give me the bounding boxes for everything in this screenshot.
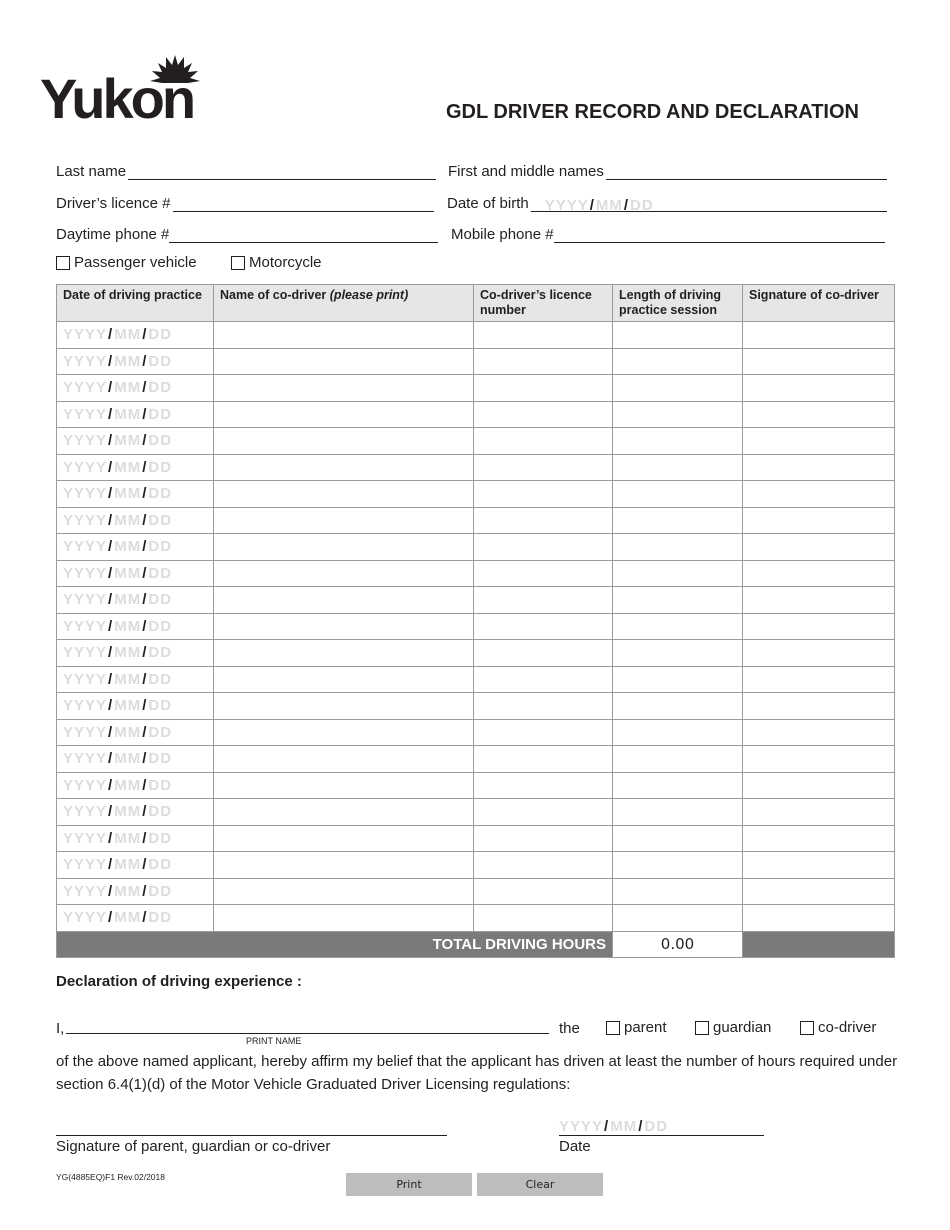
co-driver-name-cell[interactable] [214, 693, 474, 720]
session-length-cell[interactable] [613, 613, 743, 640]
yukon-logo [40, 55, 215, 130]
table-row [57, 719, 895, 746]
declaration-heading: Declaration of driving experience : [56, 973, 302, 990]
col-date-header: Date of driving practice [57, 285, 214, 322]
co-driver-name-cell[interactable] [214, 481, 474, 508]
first-middle-names-label: First and middle names [448, 163, 604, 180]
parent-checkbox[interactable] [606, 1021, 620, 1035]
print-button[interactable]: Print [346, 1173, 472, 1196]
table-row [57, 878, 895, 905]
co-driver-name-cell[interactable] [214, 454, 474, 481]
session-length-cell[interactable] [613, 560, 743, 587]
role-guardian-option[interactable] [695, 1019, 771, 1036]
session-length-cell[interactable] [613, 693, 743, 720]
col-licence-header: Co-driver’s licence number [474, 285, 613, 322]
table-row [57, 772, 895, 799]
co-driver-signature-cell[interactable] [743, 905, 895, 932]
co-driver-licence-cell[interactable] [474, 799, 613, 826]
table-row [57, 560, 895, 587]
declaration-i-label: I, [56, 1020, 65, 1037]
co-driver-label: co-driver [818, 1019, 877, 1036]
form-title: GDL DRIVER RECORD AND DECLARATION [446, 101, 859, 123]
practice-date-cell[interactable]: YYYY/MM/DD [57, 852, 214, 879]
date-of-birth-label: Date of birth [447, 195, 529, 212]
motorcycle-option[interactable] [231, 254, 322, 271]
co-driver-licence-cell[interactable] [474, 401, 613, 428]
licence-number-field[interactable] [56, 192, 434, 212]
col-co-driver-name-header: Name of co-driver (please print) [214, 285, 474, 322]
passenger-vehicle-label: Passenger vehicle [74, 254, 197, 271]
co-driver-name-cell[interactable] [214, 322, 474, 349]
session-length-cell[interactable] [613, 746, 743, 773]
co-driver-name-cell[interactable] [214, 905, 474, 932]
co-driver-name-cell[interactable] [214, 428, 474, 455]
co-driver-licence-cell[interactable] [474, 825, 613, 852]
co-driver-name-cell[interactable] [214, 560, 474, 587]
co-driver-signature-cell[interactable] [743, 799, 895, 826]
practice-date-cell[interactable]: YYYY/MM/DD [57, 587, 214, 614]
practice-date-cell[interactable]: YYYY/MM/DD [57, 825, 214, 852]
guardian-label: guardian [713, 1019, 772, 1036]
co-driver-licence-cell[interactable] [474, 905, 613, 932]
practice-date-cell[interactable]: YYYY/MM/DD [57, 348, 214, 375]
daytime-phone-field[interactable] [56, 223, 438, 243]
print-name-caption: PRINT NAME [246, 1036, 302, 1046]
daytime-phone-input[interactable] [169, 229, 438, 243]
date-placeholder: YYYY/MM/DD [559, 1118, 669, 1135]
co-driver-licence-cell[interactable] [474, 348, 613, 375]
co-driver-name-cell[interactable] [214, 534, 474, 561]
practice-date-cell[interactable]: YYYY/MM/DD [57, 507, 214, 534]
clear-button[interactable]: Clear [477, 1173, 603, 1196]
form-code: YG(4885EQ)F1 Rev.02/2018 [56, 1172, 165, 1182]
co-driver-licence-cell[interactable] [474, 640, 613, 667]
session-length-cell[interactable] [613, 375, 743, 402]
co-driver-signature-cell[interactable] [743, 852, 895, 879]
co-driver-licence-cell[interactable] [474, 746, 613, 773]
session-length-cell[interactable] [613, 534, 743, 561]
practice-date-cell[interactable]: YYYY/MM/DD [57, 746, 214, 773]
practice-date-cell[interactable]: YYYY/MM/DD [57, 428, 214, 455]
motorcycle-label: Motorcycle [249, 254, 322, 271]
practice-date-cell[interactable]: YYYY/MM/DD [57, 799, 214, 826]
driving-log-table [56, 284, 895, 958]
co-driver-licence-cell[interactable] [474, 693, 613, 720]
co-driver-name-cell[interactable] [214, 878, 474, 905]
co-driver-signature-cell[interactable] [743, 481, 895, 508]
practice-date-cell[interactable]: YYYY/MM/DD [57, 719, 214, 746]
co-driver-signature-cell[interactable] [743, 640, 895, 667]
co-driver-signature-cell[interactable] [743, 507, 895, 534]
co-driver-licence-cell[interactable] [474, 322, 613, 349]
co-driver-licence-cell[interactable] [474, 772, 613, 799]
table-row [57, 587, 895, 614]
co-driver-name-cell[interactable] [214, 746, 474, 773]
co-driver-licence-cell[interactable] [474, 587, 613, 614]
co-driver-signature-cell[interactable] [743, 746, 895, 773]
co-driver-signature-cell[interactable] [743, 534, 895, 561]
session-length-cell[interactable] [613, 905, 743, 932]
table-header-row [57, 285, 895, 322]
co-driver-licence-cell[interactable] [474, 454, 613, 481]
practice-date-cell[interactable]: YYYY/MM/DD [57, 640, 214, 667]
date-placeholder: YYYY/MM/DD [544, 197, 654, 214]
practice-date-cell[interactable]: YYYY/MM/DD [57, 375, 214, 402]
session-length-cell[interactable] [613, 322, 743, 349]
table-row [57, 799, 895, 826]
session-length-cell[interactable] [613, 772, 743, 799]
motorcycle-checkbox[interactable] [231, 256, 245, 270]
co-driver-name-cell[interactable] [214, 613, 474, 640]
table-row [57, 401, 895, 428]
co-driver-signature-cell[interactable] [743, 454, 895, 481]
practice-date-cell[interactable]: YYYY/MM/DD [57, 693, 214, 720]
session-length-cell[interactable] [613, 666, 743, 693]
table-row [57, 322, 895, 349]
col-signature-header: Signature of co-driver [743, 285, 895, 322]
table-row [57, 693, 895, 720]
guardian-checkbox[interactable] [695, 1021, 709, 1035]
table-row [57, 454, 895, 481]
co-driver-name-cell[interactable] [214, 666, 474, 693]
co-driver-name-cell[interactable] [214, 719, 474, 746]
co-driver-signature-cell[interactable] [743, 666, 895, 693]
session-length-cell[interactable] [613, 852, 743, 879]
total-hours-value: 0.00 [613, 931, 743, 957]
date-of-birth-field[interactable] [447, 192, 887, 212]
co-driver-signature-cell[interactable] [743, 878, 895, 905]
co-driver-signature-cell[interactable] [743, 375, 895, 402]
table-row [57, 507, 895, 534]
table-row [57, 640, 895, 667]
role-co-driver-option[interactable] [800, 1019, 876, 1036]
co-driver-licence-cell[interactable] [474, 666, 613, 693]
co-driver-licence-cell[interactable] [474, 375, 613, 402]
declaration-date-label: Date [559, 1138, 591, 1155]
print-name-input[interactable] [66, 1033, 549, 1034]
co-driver-licence-cell[interactable] [474, 507, 613, 534]
co-driver-signature-cell[interactable] [743, 825, 895, 852]
co-driver-licence-cell[interactable] [474, 852, 613, 879]
practice-date-cell[interactable]: YYYY/MM/DD [57, 401, 214, 428]
session-length-cell[interactable] [613, 481, 743, 508]
mobile-phone-field[interactable] [451, 223, 885, 243]
table-row [57, 534, 895, 561]
table-row [57, 375, 895, 402]
practice-date-cell[interactable]: YYYY/MM/DD [57, 613, 214, 640]
co-driver-licence-cell[interactable] [474, 719, 613, 746]
practice-date-cell[interactable]: YYYY/MM/DD [57, 772, 214, 799]
practice-date-cell[interactable]: YYYY/MM/DD [57, 534, 214, 561]
co-driver-licence-cell[interactable] [474, 560, 613, 587]
passenger-vehicle-checkbox[interactable] [56, 256, 70, 270]
session-length-cell[interactable] [613, 799, 743, 826]
session-length-cell[interactable] [613, 640, 743, 667]
co-driver-licence-cell[interactable] [474, 878, 613, 905]
first-middle-names-field[interactable] [448, 160, 887, 180]
passenger-vehicle-option[interactable] [56, 254, 197, 271]
signature-label: Signature of parent, guardian or co-driver [56, 1138, 331, 1155]
declaration-the-label: the [559, 1020, 580, 1037]
co-driver-name-cell[interactable] [214, 375, 474, 402]
total-row-filler [743, 931, 895, 957]
co-driver-licence-cell[interactable] [474, 428, 613, 455]
co-driver-signature-cell[interactable] [743, 428, 895, 455]
table-row [57, 613, 895, 640]
last-name-field[interactable] [56, 160, 436, 180]
practice-date-cell[interactable]: YYYY/MM/DD [57, 666, 214, 693]
last-name-label: Last name [56, 163, 127, 180]
practice-date-cell[interactable]: YYYY/MM/DD [57, 905, 214, 932]
co-driver-signature-cell[interactable] [743, 772, 895, 799]
co-driver-name-cell[interactable] [214, 401, 474, 428]
session-length-cell[interactable] [613, 719, 743, 746]
co-driver-name-cell[interactable] [214, 799, 474, 826]
co-driver-signature-cell[interactable] [743, 348, 895, 375]
co-driver-name-cell[interactable] [214, 825, 474, 852]
co-driver-name-cell[interactable] [214, 507, 474, 534]
practice-date-cell[interactable]: YYYY/MM/DD [57, 481, 214, 508]
table-row [57, 481, 895, 508]
co-driver-signature-cell[interactable] [743, 322, 895, 349]
session-length-cell[interactable] [613, 878, 743, 905]
session-length-cell[interactable] [613, 401, 743, 428]
licence-number-label: Driver’s licence # [56, 195, 171, 212]
session-length-cell[interactable] [613, 348, 743, 375]
table-row [57, 428, 895, 455]
logo-wordmark: Yukon [40, 67, 194, 130]
parent-label: parent [624, 1019, 667, 1036]
table-row [57, 666, 895, 693]
licence-number-input[interactable] [173, 198, 435, 212]
table-row [57, 825, 895, 852]
co-driver-signature-cell[interactable] [743, 613, 895, 640]
date-of-birth-input[interactable] [531, 198, 887, 212]
co-driver-signature-cell[interactable] [743, 693, 895, 720]
col-length-header: Length of driving practice session [613, 285, 743, 322]
table-row [57, 746, 895, 773]
table-row [57, 905, 895, 932]
co-driver-signature-cell[interactable] [743, 719, 895, 746]
co-driver-name-cell[interactable] [214, 640, 474, 667]
daytime-phone-label: Daytime phone # [56, 226, 170, 243]
declaration-date-input[interactable] [559, 1118, 764, 1136]
co-driver-name-cell[interactable] [214, 772, 474, 799]
session-length-cell[interactable] [613, 428, 743, 455]
last-name-input[interactable] [128, 166, 436, 180]
co-driver-licence-cell[interactable] [474, 481, 613, 508]
co-driver-name-cell[interactable] [214, 348, 474, 375]
total-row [57, 931, 895, 957]
table-row [57, 852, 895, 879]
mobile-phone-input[interactable] [554, 229, 885, 243]
practice-date-cell[interactable]: YYYY/MM/DD [57, 322, 214, 349]
declaration-text: of the above named applicant, hereby affirm my belief that the applicant has driven at least the number of hours required under section 6.4(1)(d) of the Motor Vehicle Graduated Driver Licensing regulations: [56, 1053, 898, 1093]
signature-input[interactable] [56, 1135, 447, 1136]
role-parent-option[interactable] [606, 1019, 667, 1036]
co-driver-checkbox[interactable] [800, 1021, 814, 1035]
co-driver-name-cell[interactable] [214, 852, 474, 879]
table-row [57, 348, 895, 375]
co-driver-name-cell[interactable] [214, 587, 474, 614]
co-driver-licence-cell[interactable] [474, 534, 613, 561]
co-driver-licence-cell[interactable] [474, 613, 613, 640]
co-driver-signature-cell[interactable] [743, 587, 895, 614]
co-driver-signature-cell[interactable] [743, 401, 895, 428]
session-length-cell[interactable] [613, 587, 743, 614]
session-length-cell[interactable] [613, 825, 743, 852]
practice-date-cell[interactable]: YYYY/MM/DD [57, 560, 214, 587]
co-driver-signature-cell[interactable] [743, 560, 895, 587]
total-hours-label: TOTAL DRIVING HOURS [57, 931, 613, 957]
session-length-cell[interactable] [613, 454, 743, 481]
session-length-cell[interactable] [613, 507, 743, 534]
practice-date-cell[interactable]: YYYY/MM/DD [57, 454, 214, 481]
first-middle-names-input[interactable] [606, 166, 887, 180]
practice-date-cell[interactable]: YYYY/MM/DD [57, 878, 214, 905]
mobile-phone-label: Mobile phone # [451, 226, 554, 243]
